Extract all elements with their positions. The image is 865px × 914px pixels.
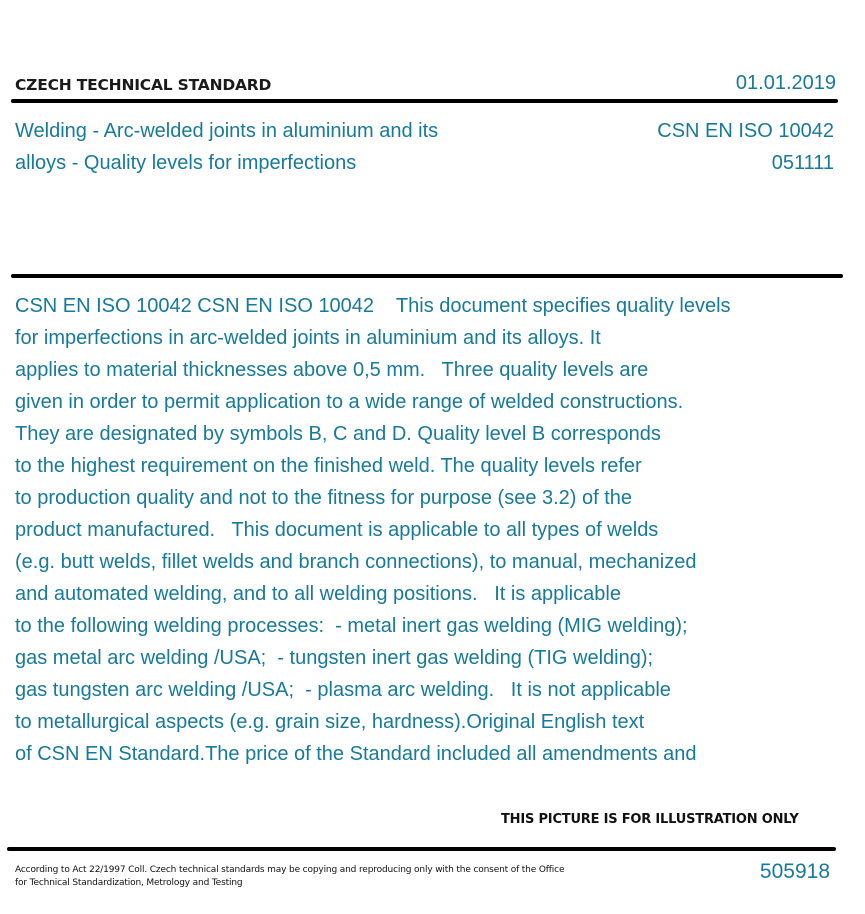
abstract-line: for imperfections in arc-welded joints in aluminium and its alloys. It [15, 327, 601, 349]
top-divider [11, 99, 838, 103]
abstract-line: (e.g. butt welds, fillet welds and branch connections), to manual, mechanized [15, 551, 697, 573]
bottom-divider [7, 847, 836, 851]
document-abstract [15, 290, 845, 770]
standard-title [15, 115, 535, 179]
abstract-line: product manufactured. This document is applicable to all types of welds [15, 519, 659, 541]
abstract-line: and automated welding, and to all welding positions. It is applicable [15, 583, 621, 605]
classification-code: 051111 [771, 152, 834, 174]
standard-number: CSN EN ISO 10042 [657, 120, 834, 142]
abstract-line: to production quality and not to the fitness for purpose (see 3.2) of the [15, 487, 633, 509]
abstract-line: to the following welding processes: - metal inert gas welding (MIG welding); [15, 615, 688, 637]
abstract-line: applies to material thicknesses above 0,5 mm. Three quality levels are [15, 359, 649, 381]
legal-line: for Technical Standardization, Metrology and Testing [15, 878, 243, 888]
standard-identifier [657, 115, 834, 179]
illustration-disclaimer: THIS PICTURE IS FOR ILLUSTRATION ONLY [501, 812, 799, 827]
publication-date: 01.01.2019 [735, 72, 836, 94]
title-line: Welding - Arc-welded joints in aluminium and its [15, 120, 439, 142]
abstract-line: They are designated by symbols B, C and D. Quality level B corresponds [15, 423, 661, 445]
legal-notice [15, 864, 615, 890]
abstract-line: of CSN EN Standard.The price of the Standard included all amendments and [15, 743, 697, 765]
document-type-label: CZECH TECHNICAL STANDARD [15, 76, 272, 94]
legal-line: According to Act 22/1997 Coll. Czech technical standards may be copying and reproducing only with the consent of the Office [15, 865, 565, 875]
title-line: alloys - Quality levels for imperfections [15, 152, 357, 174]
abstract-line: given in order to permit application to a wide range of welded constructions. [15, 391, 684, 413]
document-code: 505918 [759, 860, 830, 883]
abstract-line: gas metal arc welding /USA; - tungsten inert gas welding (TIG welding); [15, 647, 654, 669]
abstract-line: to the highest requirement on the finished weld. The quality levels refer [15, 455, 642, 477]
abstract-line: CSN EN ISO 10042 CSN EN ISO 10042 This document specifies quality levels [15, 295, 731, 317]
abstract-line: to metallurgical aspects (e.g. grain size, hardness).Original English text [15, 711, 645, 733]
middle-divider [11, 274, 843, 278]
abstract-line: gas tungsten arc welding /USA; - plasma arc welding. It is not applicable [15, 679, 671, 701]
